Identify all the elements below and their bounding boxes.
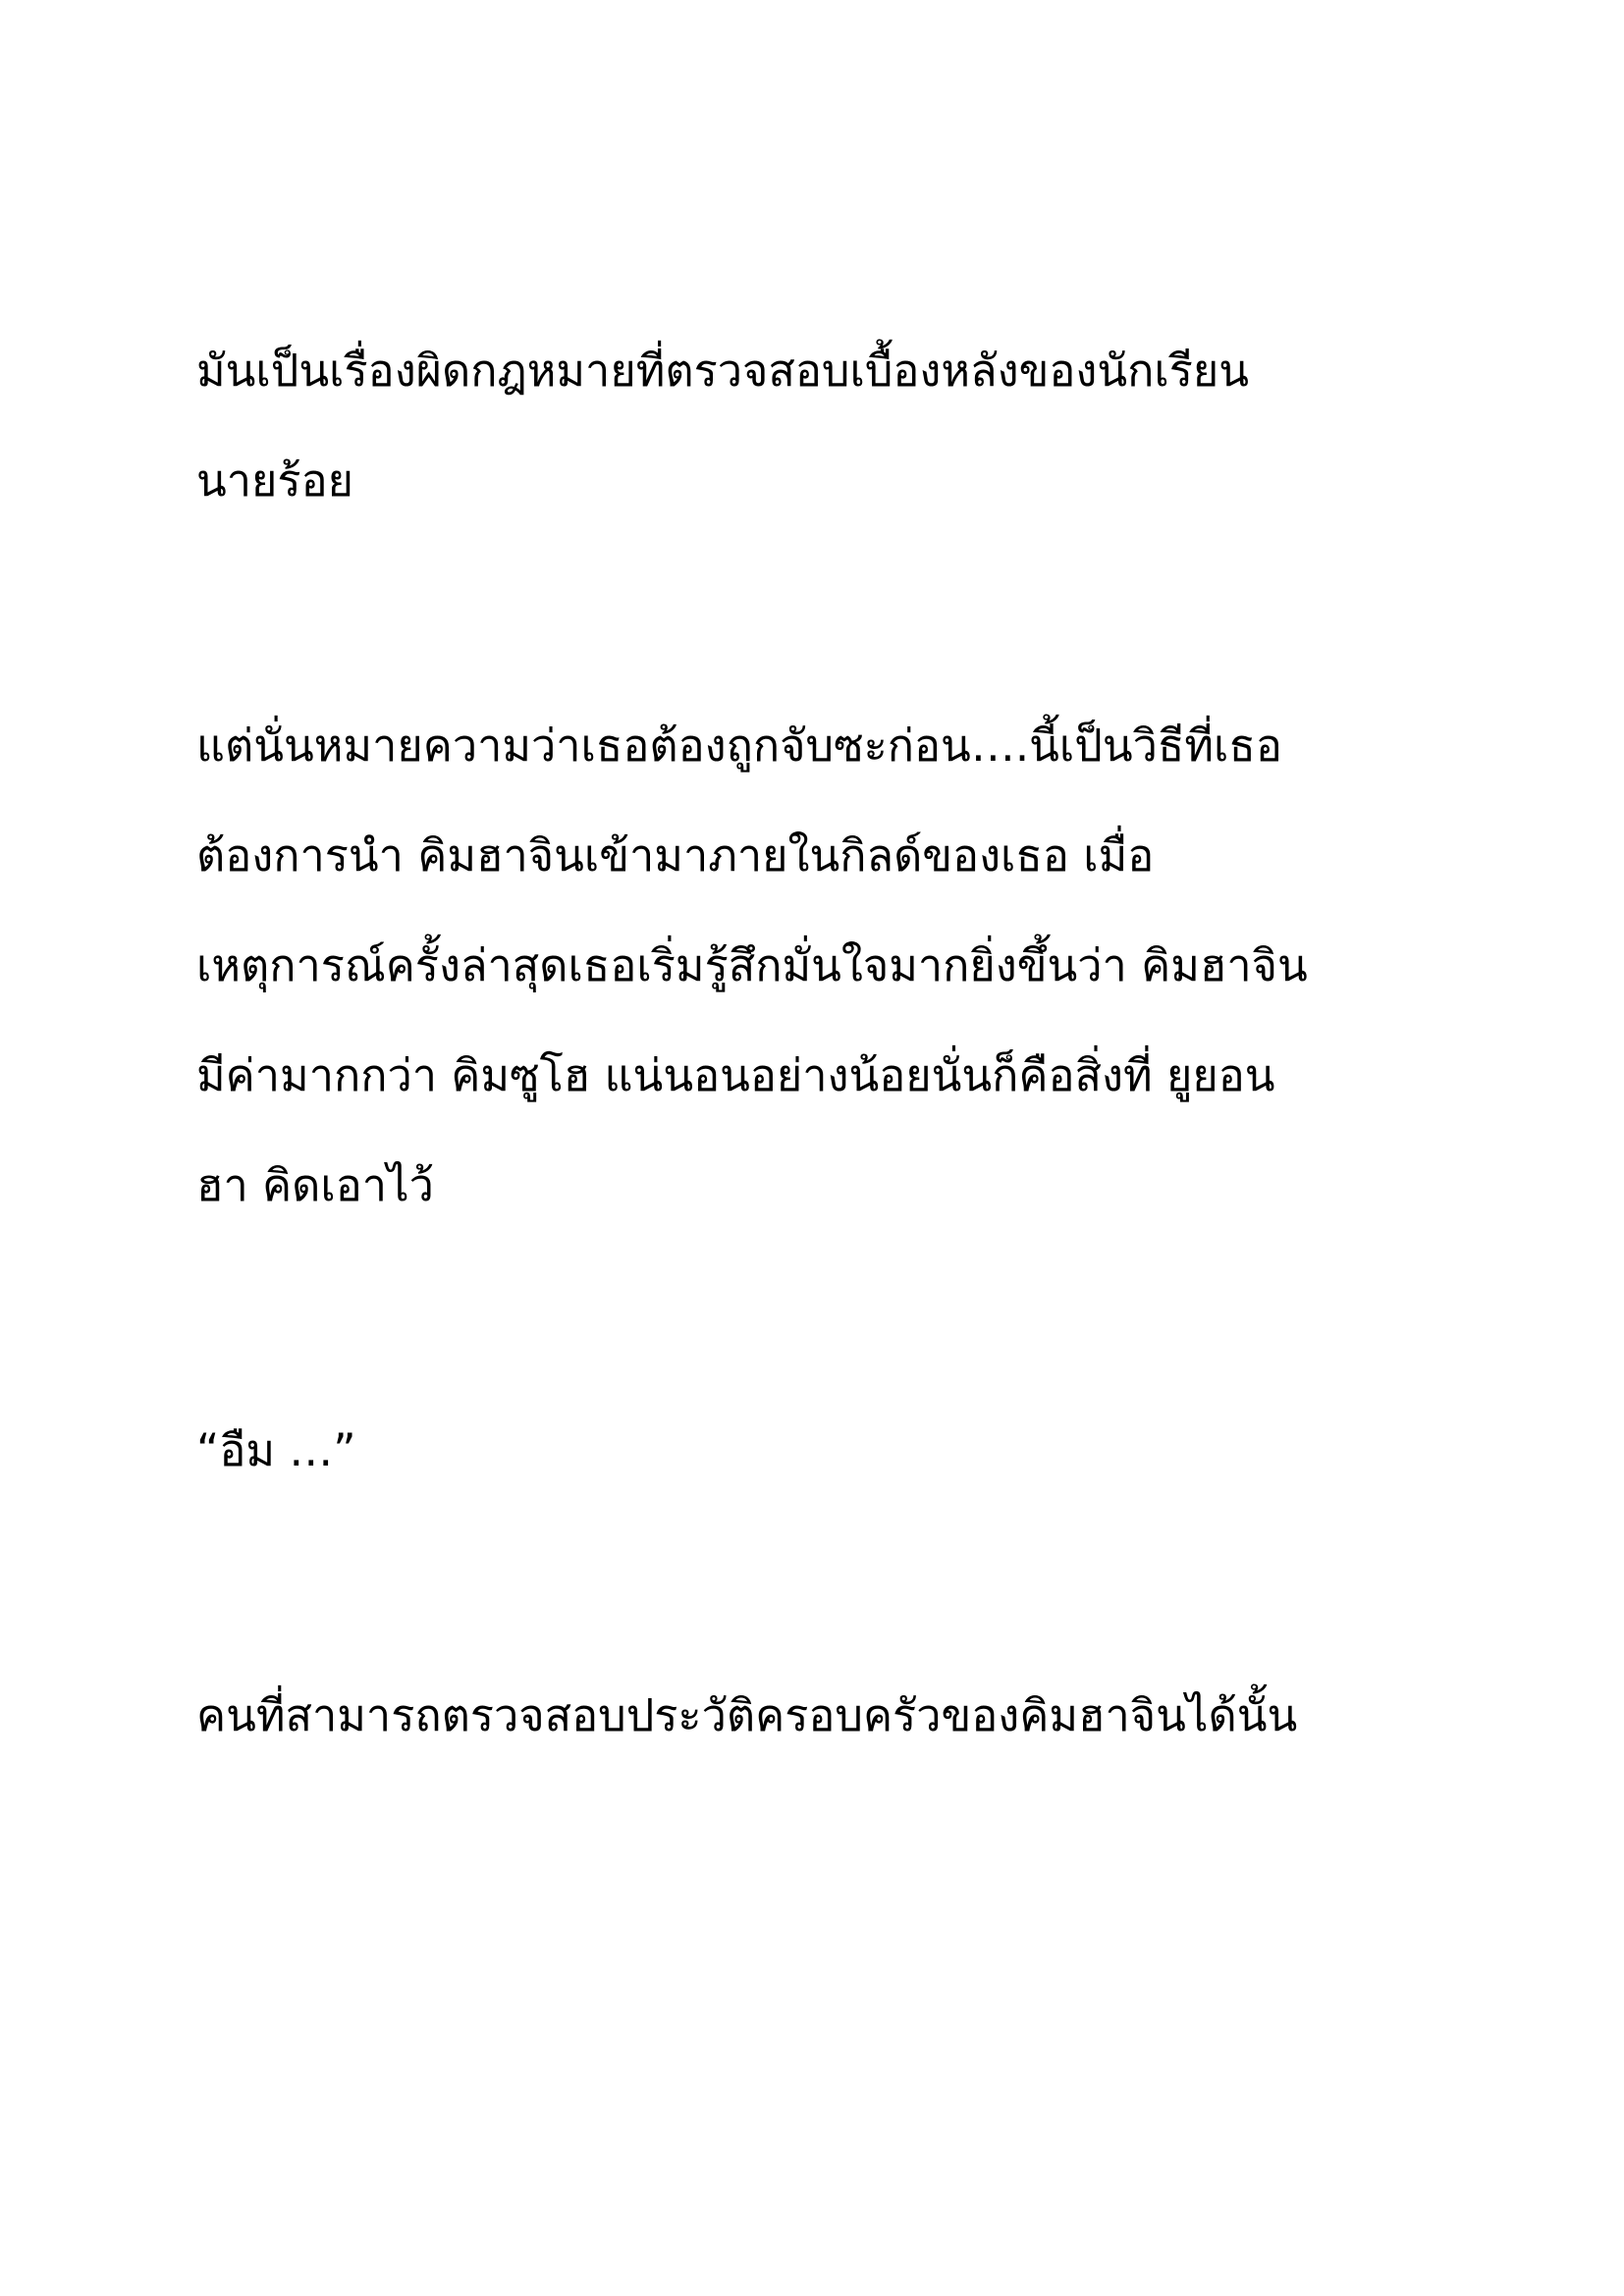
paragraph-2-line-3: เหตุการณ์ครั้งล่าสุดเธอเริ่มรู้สึกมั่นใจมากยิ่งขึ้นว่า คิมฮาจิน — [196, 939, 1308, 991]
paragraph-2-line-1: แต่นั่นหมายความว่าเธอต้องถูกจับซะก่อน….นี้เป็นวิธีที่เธอ — [196, 720, 1282, 772]
paragraph-2-line-4: มีค่ามากกว่า คิมซูโฮ แน่นอนอย่างน้อยนั่นก็คือสิ่งที่ ยูยอน — [196, 1049, 1275, 1101]
paragraph-1-line-2: นายร้อย — [196, 454, 353, 507]
paragraph-3-line-1: “อืม …” — [196, 1424, 356, 1476]
paragraph-4-line-1: คนที่สามารถตรวจสอบประวัติครอบครัวของคิมฮาจินได้นั้น — [196, 1689, 1298, 1741]
paragraph-2-line-5: ฮา คิดเอาไว้ — [196, 1159, 434, 1211]
paragraph-1-line-1: มันเป็นเรื่องผิดกฎหมายที่ตรวจสอบเบื้องหลังของนักเรียน — [196, 345, 1250, 397]
paragraph-2-line-2: ต้องการนำ คิมฮาจินเข้ามาภายในกิลด์ของเธอ เมื่อ — [196, 829, 1155, 881]
